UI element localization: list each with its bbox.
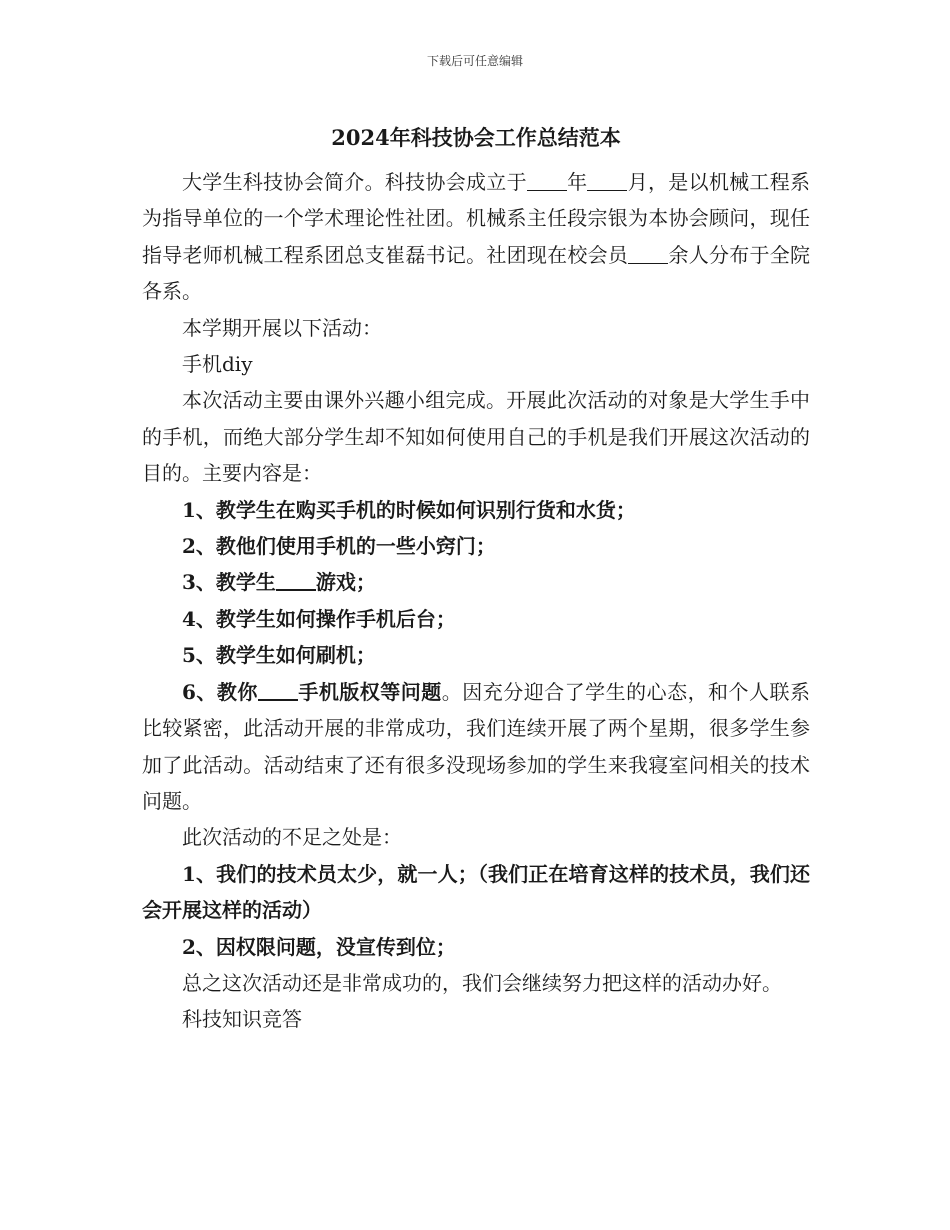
blank-game: [276, 569, 316, 591]
activity-description: 本次活动主要由课外兴趣小组完成。开展此次活动的对象是大学生手中的手机，而绝大部分学生却不知如何使用自己的手机是我们开展这次活动的目的。主要内容是：: [142, 388, 810, 486]
blank-member-count: [628, 243, 668, 264]
document-body: [142, 120, 810, 1038]
activities-intro: 本学期开展以下活动：: [182, 315, 382, 340]
page-header: 下载后可任意编辑: [426, 54, 523, 68]
activity-title-phone-diy: 手机diy: [182, 352, 253, 377]
blank-month: [587, 170, 627, 191]
shortcomings-intro: 此次活动的不足之处是：: [182, 825, 402, 850]
shortcoming-2: 2、因权限问题，没宣传到位；: [182, 934, 456, 959]
content-item-2: 2、教他们使用手机的一些小窍门；: [182, 534, 496, 559]
content-item-4: 4、教学生如何操作手机后台；: [182, 606, 456, 631]
shortcoming-1: 1、我们的技术员太少，就一人；（我们正在培育这样的技术员，我们还会开展这样的活动）: [142, 861, 810, 923]
blank-year: [527, 170, 567, 191]
activity-title-quiz: 科技知识竞答: [182, 1007, 302, 1032]
document-title: 2024年科技协会工作总结范本: [331, 125, 621, 150]
summary-paragraph: 总之这次活动还是非常成功的，我们会继续努力把这样的活动办好。: [182, 970, 782, 995]
content-item-6: 6、教你 手机版权等问题。因充分迎合了学生的心态，和个人联系比较紧密，此活动开展的非常成功，我们连续开展了两个星期，很多学生参加了此活动。活动结束了还有很多没现场参加的学生来我寝室问相关的技术问题。: [142, 679, 811, 813]
content-item-1: 1、教学生在购买手机的时候如何识别行货和水货；: [182, 497, 636, 522]
blank-phone: [258, 679, 298, 701]
content-item-3: 3、教学生 游戏；: [182, 570, 376, 595]
intro-paragraph: 大学生科技协会简介。科技协会成立于 年 月，是以机械工程系为指导单位的一个学术理论性社团。机械系主任段宗银为本协会顾问，现任指导老师机械工程系团总支崔磊书记。社团现在校会员 余人分布于全院各系。: [142, 170, 811, 304]
content-item-5: 5、教学生如何刷机；: [182, 643, 376, 668]
